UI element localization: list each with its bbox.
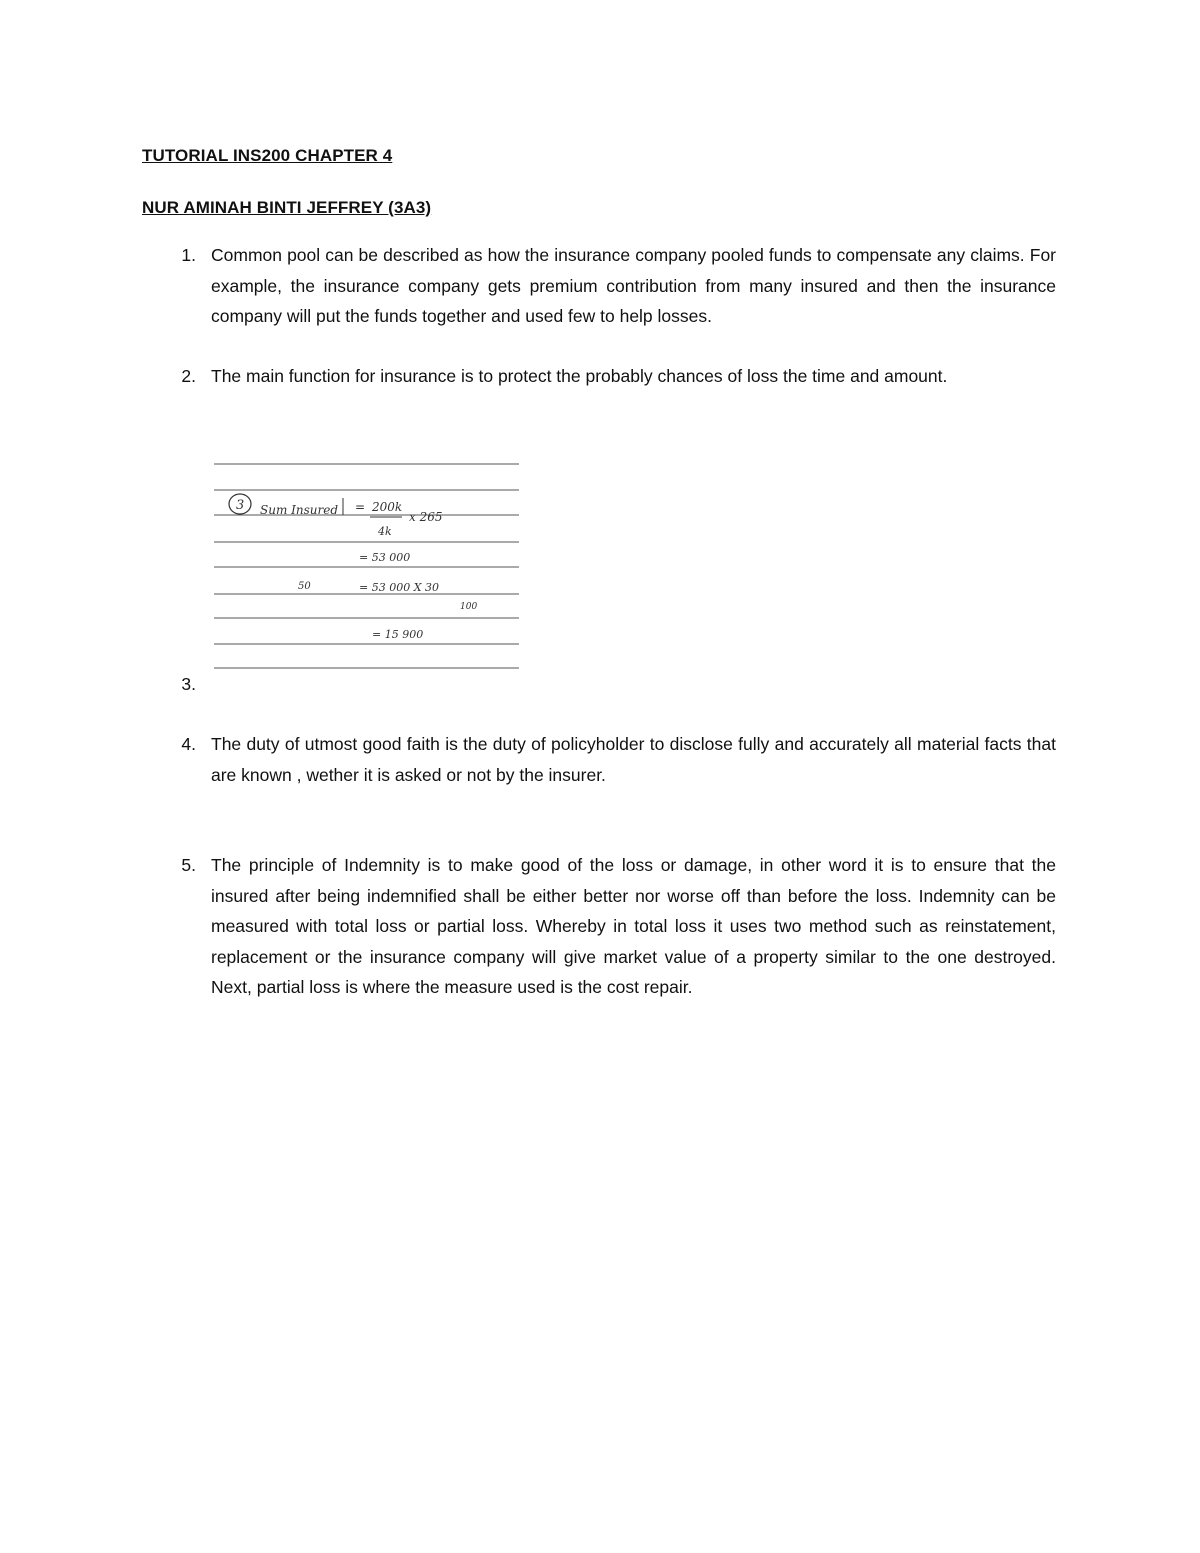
answer-item-4 <box>142 729 1056 790</box>
circled-number: 3 <box>236 498 245 513</box>
handwritten-line-4: = 15 900 <box>372 628 424 641</box>
item-number: 3. <box>181 674 196 694</box>
handwritten-margin-note: 50 <box>298 581 311 592</box>
item-number: 2. <box>181 366 196 386</box>
handwritten-label: Sum Insured <box>260 503 339 517</box>
item-number: 1. <box>181 245 196 265</box>
answer-item-2 <box>142 361 1056 392</box>
item-number: 4. <box>181 734 196 754</box>
document-title: TUTORIAL INS200 CHAPTER 4 <box>142 146 393 165</box>
item-number: 5. <box>181 855 196 875</box>
item-text: Common pool can be described as how the insurance company pooled funds to compensate any claims. For example, the insurance company gets premium contribution from many insured and then the insurance company will put the funds together and used few to help losses. <box>211 245 1056 326</box>
item-text: The principle of Indemnity is to make good of the loss or damage, in other word it is to ensure that the insured after being indemnified shall be either better nor worse off than before the loss. Indemnity can be measured with total loss or partial loss. Whereby in total loss it uses two method such as reinstatement, replacement or the insurance company will give market value of a property similar to the one destroyed. Next, partial loss is where the measure used is the cost repair. <box>211 855 1056 997</box>
answer-item-1 <box>142 240 1056 332</box>
handwritten-multiplier: x 265 <box>409 510 443 524</box>
handwritten-line-2: = 53 000 <box>359 551 411 564</box>
handwritten-line-3-denominator: 100 <box>460 602 478 612</box>
answer-item-5 <box>142 850 1056 1003</box>
handwritten-denominator: 4k <box>378 525 392 538</box>
author-name: NUR AMINAH BINTI JEFFREY (3A3) <box>142 198 432 217</box>
handwritten-equals: = <box>355 500 366 514</box>
item-text: The main function for insurance is to protect the probably chances of loss the time and amount. <box>211 366 948 386</box>
handwritten-line-3: = 53 000 X 30 <box>359 581 440 594</box>
ruled-lines <box>214 464 519 668</box>
handwritten-numerator: 200k <box>372 500 403 514</box>
item-text: The duty of utmost good faith is the duty of policyholder to disclose fully and accurately all material facts that are known , wether it is asked or not by the insurer. <box>211 734 1056 785</box>
handwritten-calculation-image <box>212 457 522 673</box>
